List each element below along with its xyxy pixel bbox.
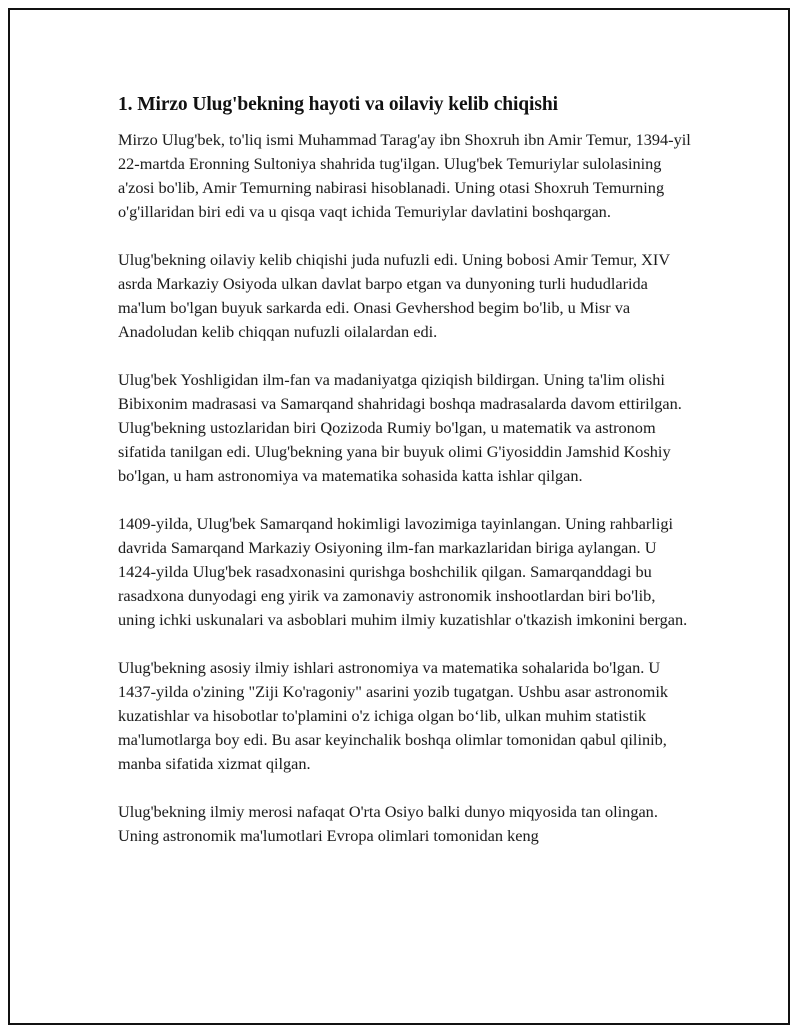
section-heading: 1. Mirzo Ulug'bekning hayoti va oilaviy kelib chiqishi: [118, 94, 558, 115]
paragraph-2: Ulug'bekning oilaviy kelib chiqishi juda nufuzli edi. Uning bobosi Amir Temur, XIV asrda Markaziy Osiyoda ulkan davlat barpo etgan va dunyoning turli hududlarida ma'lum bo'lgan buyuk sarkarda edi. Onasi Gevhershod begim bo'lib, u Misr va Anadoludan kelib chiqqan nufuzli oilalardan edi.: [118, 250, 670, 341]
paragraph-4: 1409-yilda, Ulug'bek Samarqand hokimligi lavozimiga tayinlangan. Uning rahbarligi davrida Samarqand Markaziy Osiyoning ilm-fan markazlaridan biriga aylangan. U 1424-yilda Ulug'bek rasadxonasini qurishga boshchilik qilgan. Samarqanddagi bu rasadxona dunyodagi eng yirik va zamonaviy astronomik inshootlardan biri bo'lib, uning ichki uskunalari va asboblari muhim ilmiy kuzatishlar o'tkazish imkonini bergan.: [118, 514, 688, 629]
document-body: [118, 92, 693, 872]
paragraph-1: Mirzo Ulug'bek, to'liq ismi Muhammad Tarag'ay ibn Shoxruh ibn Amir Temur, 1394-yil 22-martda Eronning Sultoniya shahrida tug'ilgan. Ulug'bek Temuriylar sulolasining a'zosi bo'lib, Amir Temurning nabirasi hisoblanadi. Uning otasi Shoxruh Temurning o'g'illaridan biri edi va u qisqa vaqt ichida Temuriylar davlatini boshqargan.: [118, 130, 691, 221]
paragraph-6: Ulug'bekning ilmiy merosi nafaqat O'rta Osiyo balki dunyo miqyosida tan olingan. Uning astronomik ma'lumotlari Evropa olimlari tomonidan keng: [118, 802, 658, 845]
paragraph-5: Ulug'bekning asosiy ilmiy ishlari astronomiya va matematika sohalarida bo'lgan. U 1437-yilda o'zining "Ziji Ko'ragoniy" asarini yozib tugatgan. Ushbu asar astronomik kuzatishlar va hisobotlar to'plamini o'z ichiga olgan bo‘lib, ulkan muhim statistik ma'lumotlarga boy edi. Bu asar keyinchalik boshqa olimlar tomonidan qabul qilinib, manba sifatida xizmat qilgan.: [118, 658, 669, 773]
paragraph-3: Ulug'bek Yoshligidan ilm-fan va madaniyatga qiziqish bildirgan. Uning ta'lim olishi Bibixonim madrasasi va Samarqand shahridagi boshqa madrasalarda davom ettirilgan. Ulug'bekning ustozlaridan biri Qozizoda Rumiy bo'lgan, u matematik va astronom sifatida tanilgan edi. Ulug'bekning yana bir buyuk olimi G'iyosiddin Jamshid Koshiy bo'lgan, u ham astronomiya va matematika sohasida katta ishlar qilgan.: [118, 370, 682, 485]
